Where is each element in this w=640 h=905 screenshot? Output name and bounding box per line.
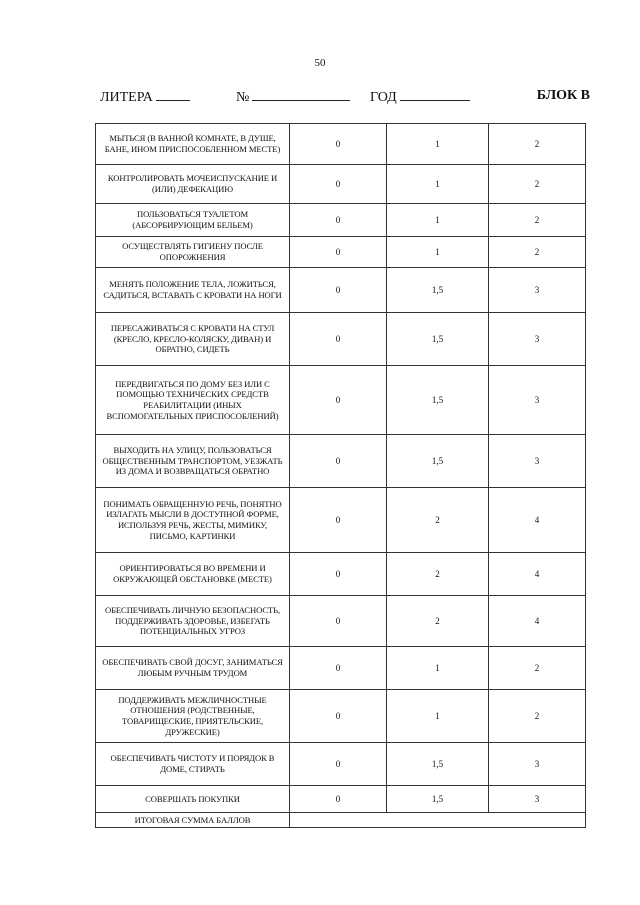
score-cell-0: 0: [290, 124, 387, 165]
activity-cell: ВЫХОДИТЬ НА УЛИЦУ, ПОЛЬЗОВАТЬСЯ ОБЩЕСТВЕННЫМ ТРАНСПОРТОМ, УЕЗЖАТЬ ИЗ ДОМА И ВОЗВРАЩАТЬСЯ ОБРАТНО: [96, 435, 290, 488]
score-cell-0: 0: [290, 366, 387, 435]
score-cell-1: 1,5: [387, 743, 489, 786]
table-row: [96, 435, 586, 488]
total-row: [96, 813, 586, 828]
score-cell-2: 2: [489, 204, 586, 237]
score-cell-0: 0: [290, 596, 387, 647]
score-cell-1: 1: [387, 165, 489, 204]
score-cell-2: 4: [489, 553, 586, 596]
table-row: [96, 366, 586, 435]
activity-cell: МЫТЬСЯ (В ВАННОЙ КОМНАТЕ, В ДУШЕ, БАНЕ, ИНОМ ПРИСПОСОБЛЕННОМ МЕСТЕ): [96, 124, 290, 165]
activity-cell: ОРИЕНТИРОВАТЬСЯ ВО ВРЕМЕНИ И ОКРУЖАЮЩЕЙ ОБСТАНОВКЕ (МЕСТЕ): [96, 553, 290, 596]
score-cell-1: 1,5: [387, 435, 489, 488]
number-blank[interactable]: [252, 88, 350, 101]
year-label: ГОД: [370, 90, 397, 105]
number-field: [236, 88, 350, 106]
activity-cell: ПОЛЬЗОВАТЬСЯ ТУАЛЕТОМ (АБСОРБИРУЮЩИМ БЕЛЬЕМ): [96, 204, 290, 237]
activity-cell: КОНТРОЛИРОВАТЬ МОЧЕИСПУСКАНИЕ И (ИЛИ) ДЕФЕКАЦИЮ: [96, 165, 290, 204]
score-cell-1: 1: [387, 647, 489, 690]
table-row: [96, 204, 586, 237]
page-number: 50: [314, 57, 326, 69]
activity-cell: ПЕРЕСАЖИВАТЬСЯ С КРОВАТИ НА СТУЛ (КРЕСЛО, КРЕСЛО-КОЛЯСКУ, ДИВАН) И ОБРАТНО, СИДЕТЬ: [96, 313, 290, 366]
table-row: [96, 786, 586, 813]
score-cell-1: 1,5: [387, 366, 489, 435]
table-row: [96, 488, 586, 553]
score-cell-1: 1,5: [387, 313, 489, 366]
score-cell-1: 1,5: [387, 786, 489, 813]
litera-label: ЛИТЕРА: [100, 90, 153, 105]
form-header: [100, 88, 590, 106]
table-row: [96, 124, 586, 165]
table-row: [96, 313, 586, 366]
score-cell-2: 2: [489, 647, 586, 690]
table-row: [96, 553, 586, 596]
score-cell-1: 2: [387, 553, 489, 596]
score-cell-1: 2: [387, 488, 489, 553]
score-cell-0: 0: [290, 204, 387, 237]
activity-cell: ОБЕСПЕЧИВАТЬ ЧИСТОТУ И ПОРЯДОК В ДОМЕ, СТИРАТЬ: [96, 743, 290, 786]
score-cell-2: 2: [489, 690, 586, 743]
score-cell-0: 0: [290, 786, 387, 813]
score-cell-0: 0: [290, 435, 387, 488]
table-row: [96, 237, 586, 268]
score-cell-0: 0: [290, 237, 387, 268]
table-row: [96, 690, 586, 743]
block-title: БЛОК В: [536, 88, 590, 103]
score-cell-0: 0: [290, 165, 387, 204]
activity-cell: ОБЕСПЕЧИВАТЬ ЛИЧНУЮ БЕЗОПАСНОСТЬ, ПОДДЕРЖИВАТЬ ЗДОРОВЬЕ, ИЗБЕГАТЬ ПОТЕНЦИАЛЬНЫХ УГРОЗ: [96, 596, 290, 647]
activity-cell: ОБЕСПЕЧИВАТЬ СВОЙ ДОСУГ, ЗАНИМАТЬСЯ ЛЮБЫМ РУЧНЫМ ТРУДОМ: [96, 647, 290, 690]
score-cell-0: 0: [290, 743, 387, 786]
score-cell-1: 2: [387, 596, 489, 647]
score-cell-2: 4: [489, 596, 586, 647]
score-cell-0: 0: [290, 313, 387, 366]
score-cell-2: 4: [489, 488, 586, 553]
score-cell-0: 0: [290, 268, 387, 313]
litera-blank[interactable]: [156, 88, 190, 101]
score-cell-2: 3: [489, 743, 586, 786]
score-cell-1: 1: [387, 124, 489, 165]
activity-cell: ПЕРЕДВИГАТЬСЯ ПО ДОМУ БЕЗ ИЛИ С ПОМОЩЬЮ ТЕХНИЧЕСКИХ СРЕДСТВ РЕАБИЛИТАЦИИ (ИНЫХ ВСПОМОГАТЕЛЬНЫХ ПРИСПОСОБЛЕНИЙ): [96, 366, 290, 435]
score-cell-1: 1: [387, 690, 489, 743]
score-cell-2: 3: [489, 313, 586, 366]
score-cell-2: 2: [489, 237, 586, 268]
activity-cell: ПОНИМАТЬ ОБРАЩЕННУЮ РЕЧЬ, ПОНЯТНО ИЗЛАГАТЬ МЫСЛИ В ДОСТУПНОЙ ФОРМЕ, ИСПОЛЬЗУЯ РЕЧЬ, ЖЕСТЫ, МИМИКУ, ПИСЬМО, КАРТИНКИ: [96, 488, 290, 553]
score-cell-1: 1: [387, 237, 489, 268]
score-cell-0: 0: [290, 690, 387, 743]
year-blank[interactable]: [400, 88, 470, 101]
assessment-rows: [96, 124, 586, 828]
activity-cell: СОВЕРШАТЬ ПОКУПКИ: [96, 786, 290, 813]
number-label: №: [236, 90, 250, 105]
table-row: [96, 268, 586, 313]
score-cell-0: 0: [290, 647, 387, 690]
table-row: [96, 743, 586, 786]
score-cell-1: 1,5: [387, 268, 489, 313]
score-cell-0: 0: [290, 488, 387, 553]
score-cell-2: 3: [489, 435, 586, 488]
table-row: [96, 596, 586, 647]
score-cell-1: 1: [387, 204, 489, 237]
score-cell-2: 3: [489, 786, 586, 813]
total-value[interactable]: [290, 813, 586, 828]
year-field: [370, 88, 470, 106]
litera-field: [100, 88, 190, 106]
score-cell-2: 3: [489, 268, 586, 313]
score-cell-2: 2: [489, 165, 586, 204]
table-row: [96, 165, 586, 204]
total-label: ИТОГОВАЯ СУММА БАЛЛОВ: [96, 813, 290, 828]
table-row: [96, 647, 586, 690]
assessment-table: [95, 123, 586, 828]
activity-cell: МЕНЯТЬ ПОЛОЖЕНИЕ ТЕЛА, ЛОЖИТЬСЯ, САДИТЬСЯ, ВСТАВАТЬ С КРОВАТИ НА НОГИ: [96, 268, 290, 313]
activity-cell: ПОДДЕРЖИВАТЬ МЕЖЛИЧНОСТНЫЕ ОТНОШЕНИЯ (РОДСТВЕННЫЕ, ТОВАРИЩЕСКИЕ, ПРИЯТЕЛЬСКИЕ, ДРУЖЕСКИЕ): [96, 690, 290, 743]
score-cell-2: 3: [489, 366, 586, 435]
activity-cell: ОСУЩЕСТВЛЯТЬ ГИГИЕНУ ПОСЛЕ ОПОРОЖНЕНИЯ: [96, 237, 290, 268]
score-cell-2: 2: [489, 124, 586, 165]
score-cell-0: 0: [290, 553, 387, 596]
